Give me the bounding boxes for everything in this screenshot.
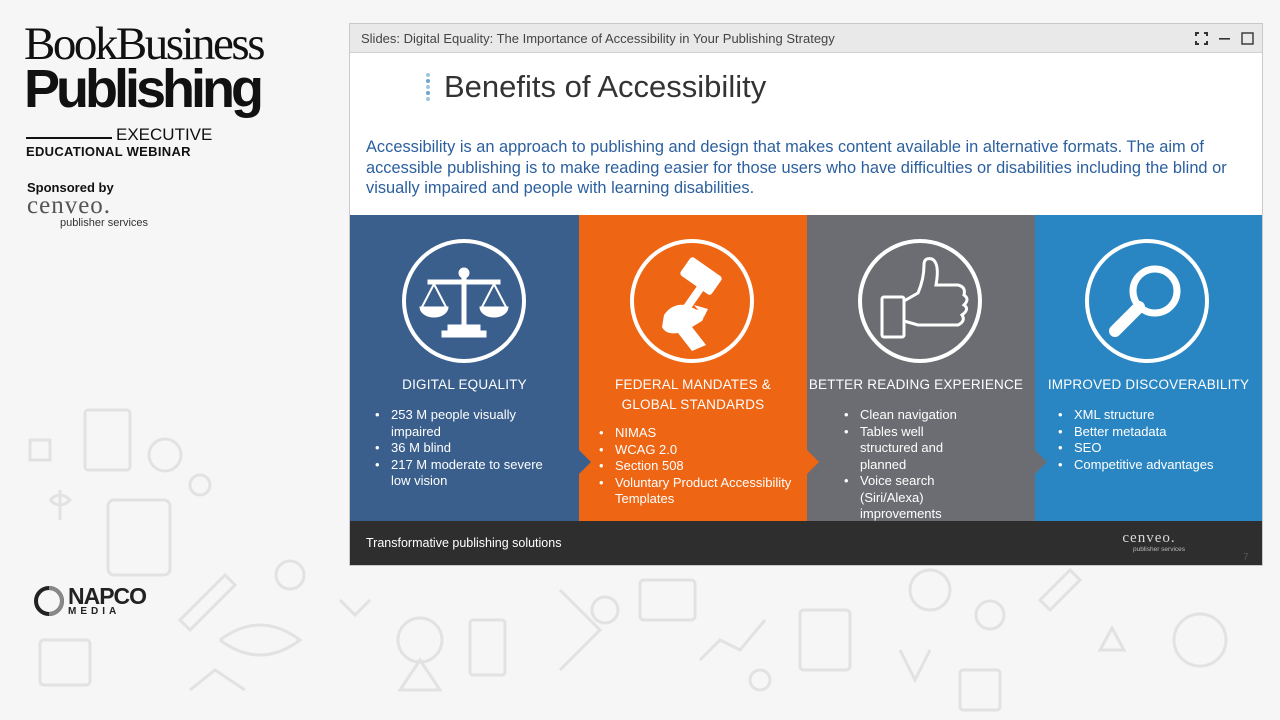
page-number: 7 (1243, 552, 1249, 563)
panel-title: FEDERAL MANDATES & GLOBAL STANDARDS (615, 377, 771, 412)
list-item: • Voluntary Product Accessibility Templates (598, 475, 798, 508)
panel-title: IMPROVED DISCOVERABILITY (1047, 377, 1250, 392)
panel-digital-equality (350, 215, 579, 521)
bookbusiness-logo (24, 18, 334, 159)
maximize-icon[interactable] (1240, 31, 1254, 45)
list-item: • Competitive advantages (1057, 457, 1252, 474)
educational-webinar-label: EDUCATIONAL WEBINAR (26, 144, 191, 159)
slides-window (349, 23, 1263, 566)
napco-media-logo (34, 585, 146, 617)
panel-bullet-list (843, 407, 1023, 523)
slide-title: Benefits of Accessibility (444, 69, 767, 104)
panel-bullet-list (374, 407, 564, 490)
cenveo-subtitle: publisher services (60, 217, 149, 229)
benefit-panels (350, 215, 1262, 521)
panel-bullet-list (598, 425, 798, 508)
napco-name: NAPCO (68, 583, 147, 609)
window-title: Slides: Digital Equality: The Importance of Accessibility in Your Publishing Strategy (361, 30, 835, 46)
slide-footer (350, 521, 1262, 565)
gavel-icon (630, 239, 754, 363)
list-item: • SEO (1057, 440, 1252, 457)
list-item: • 36 M blind (374, 440, 564, 457)
scales-icon (402, 239, 526, 363)
list-item: • XML structure (1057, 407, 1252, 424)
slide-intro-text: Accessibility is an approach to publishing and design that makes content available in alternative formats. The aim of accessible publishing is to make reading easier for those users who have difficulties or disabilities including the blind or visually impaired and people with learning disabilities. (366, 138, 1227, 197)
footer-cenveo-logo (1113, 531, 1185, 553)
list-item: • NIMAS (598, 425, 798, 442)
footer-logo-name: cenveo. (1122, 530, 1176, 546)
sponsored-by-label: Sponsored by (27, 180, 114, 195)
window-titlebar (350, 24, 1262, 53)
footer-logo-sub: publisher services (1133, 546, 1186, 553)
logo-rule (26, 137, 112, 139)
slide-content (350, 53, 1262, 565)
napco-circle-icon (34, 586, 64, 616)
panel-title: BETTER READING EXPERIENCE (808, 377, 1024, 392)
logo-publishing-text: Publishing (24, 59, 260, 119)
panel-arrow (1035, 450, 1047, 474)
list-item: • 217 M moderate to severe low vision (374, 457, 564, 490)
napco-sub: MEDIA (68, 606, 121, 617)
panel-federal-mandates (579, 215, 807, 521)
list-item: • Clean navigation (843, 407, 1023, 424)
fullscreen-icon[interactable] (1194, 31, 1208, 45)
list-item: • 253 M people visually impaired (374, 407, 564, 440)
cenveo-logo: cenveo. (27, 192, 112, 219)
panel-arrow (579, 450, 591, 474)
list-item: • Section 508 (598, 458, 798, 475)
logo-bookbusiness-text: BookBusiness (24, 18, 263, 70)
footer-tagline: Transformative publishing solutions (366, 536, 562, 550)
bullet-dots-icon (426, 73, 430, 101)
slide-heading (426, 69, 766, 105)
thumbs-up-icon (858, 239, 982, 363)
panel-arrow (807, 450, 819, 474)
list-item: • WCAG 2.0 (598, 442, 798, 459)
list-item: • Voice search (Siri/Alexa) improvements (843, 473, 970, 523)
sponsor-block (27, 180, 148, 229)
panel-improved-discoverability (1035, 215, 1262, 521)
magnifier-icon (1085, 239, 1209, 363)
panel-title: DIGITAL EQUALITY (402, 377, 527, 392)
list-item: • Tables well structured and planned (843, 424, 970, 474)
logo-executive-text: EXECUTIVE (116, 125, 213, 144)
minimize-icon[interactable] (1217, 31, 1231, 45)
list-item: • Better metadata (1057, 424, 1252, 441)
panel-better-reading (807, 215, 1035, 521)
panel-bullet-list (1057, 407, 1252, 473)
